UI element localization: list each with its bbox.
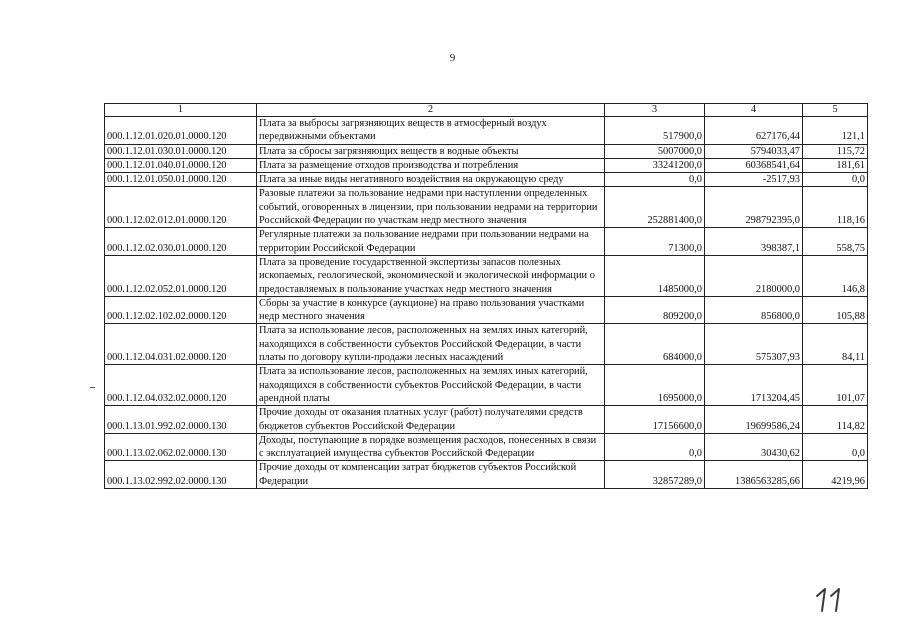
row-name: Доходы, поступающие в порядке возмещения расходов, понесенных в связи с эксплуатацией имущества субъектов Российской Федерации [257,433,605,461]
column-header: 2 [257,104,605,117]
row-percent: 0,0 [803,433,868,461]
row-plan: 5007000,0 [605,144,705,158]
table-row [105,296,868,324]
row-fact: 856800,0 [705,296,803,324]
row-percent: 0,0 [803,173,868,187]
row-code: 000.1.12.02.102.02.0000.120 [105,296,257,324]
row-fact: 298792395,0 [705,187,803,228]
row-fact: 19699586,24 [705,406,803,434]
row-plan: 32857289,0 [605,461,705,489]
row-fact: 1386563285,66 [705,461,803,489]
row-plan: 684000,0 [605,324,705,365]
row-percent: 101,07 [803,365,868,406]
row-percent: 181,61 [803,158,868,172]
row-percent: 121,1 [803,117,868,145]
column-header: 1 [105,104,257,117]
row-plan: 809200,0 [605,296,705,324]
table-row [105,158,868,172]
row-code: 000.1.13.02.062.02.0000.130 [105,433,257,461]
row-code: 000.1.12.01.040.01.0000.120 [105,158,257,172]
row-percent: 558,75 [803,228,868,256]
handwritten-page-number [814,586,850,614]
row-name: Прочие доходы от компенсации затрат бюджетов субъектов Российской Федерации [257,461,605,489]
row-plan: 71300,0 [605,228,705,256]
table-header-row [105,104,868,117]
row-name: Регулярные платежи за пользование недрами при пользовании недрами на территории Российской Федерации [257,228,605,256]
row-fact: 575307,93 [705,324,803,365]
page-number: 9 [449,52,456,64]
row-code: 000.1.13.01.992.02.0000.130 [105,406,257,434]
row-fact: 30430,62 [705,433,803,461]
row-fact: 1713204,45 [705,365,803,406]
table-row [105,144,868,158]
row-name: Плата за размещение отходов производства и потребления [257,158,605,172]
column-header: 3 [605,104,705,117]
row-code: 000.1.12.02.012.01.0000.120 [105,187,257,228]
row-code: 000.1.13.02.992.02.0000.130 [105,461,257,489]
row-fact: -2517,93 [705,173,803,187]
row-percent: 115,72 [803,144,868,158]
column-header: 4 [705,104,803,117]
margin-tick [90,387,95,388]
row-fact: 398387,1 [705,228,803,256]
row-code: 000.1.12.02.052.01.0000.120 [105,255,257,296]
row-percent: 114,82 [803,406,868,434]
row-name: Плата за использование лесов, расположенных на землях иных категорий, находящихся в собственности субъектов Российской Федерации, в части арендной платы [257,365,605,406]
table-row [105,365,868,406]
row-plan: 33241200,0 [605,158,705,172]
row-fact: 2180000,0 [705,255,803,296]
row-plan: 252881400,0 [605,187,705,228]
row-code: 000.1.12.04.031.02.0000.120 [105,324,257,365]
row-plan: 1485000,0 [605,255,705,296]
row-plan: 17156600,0 [605,406,705,434]
row-fact: 60368541,64 [705,158,803,172]
row-name: Разовые платежи за пользование недрами при наступлении определенных событий, оговоренных в лицензии, при пользовании недрами на территории Российской Федерации по участкам недр местного значения [257,187,605,228]
row-percent: 146,8 [803,255,868,296]
table-row [105,324,868,365]
table-row [105,255,868,296]
table-row [105,173,868,187]
column-header: 5 [803,104,868,117]
revenue-table [104,103,868,489]
row-percent: 118,16 [803,187,868,228]
row-percent: 4219,96 [803,461,868,489]
row-code: 000.1.12.01.050.01.0000.120 [105,173,257,187]
row-code: 000.1.12.01.030.01.0000.120 [105,144,257,158]
row-name: Плата за иные виды негативного воздействия на окружающую среду [257,173,605,187]
row-plan: 517900,0 [605,117,705,145]
row-plan: 1695000,0 [605,365,705,406]
row-percent: 105,88 [803,296,868,324]
row-code: 000.1.12.02.030.01.0000.120 [105,228,257,256]
table-row [105,228,868,256]
table-row [105,117,868,145]
row-name: Плата за выбросы загрязняющих веществ в атмосферный воздух передвижными объектами [257,117,605,145]
row-fact: 627176,44 [705,117,803,145]
table-row [105,433,868,461]
row-name: Плата за сбросы загрязняющих веществ в водные объекты [257,144,605,158]
row-name: Сборы за участие в конкурсе (аукционе) на право пользования участками недр местного значения [257,296,605,324]
row-name: Плата за проведение государственной экспертизы запасов полезных ископаемых, геологической, экономической и экологической информации о предоставляемых в пользование участках недр местного значения [257,255,605,296]
row-plan: 0,0 [605,433,705,461]
row-percent: 84,11 [803,324,868,365]
table-row [105,461,868,489]
row-code: 000.1.12.01.020.01.0000.120 [105,117,257,145]
table-row [105,406,868,434]
table-row [105,187,868,228]
row-name: Плата за использование лесов, расположенных на землях иных категорий, находящихся в собственности субъектов Российской Федерации, в части платы по договору купли-продажи лесных насаждений [257,324,605,365]
row-plan: 0,0 [605,173,705,187]
row-fact: 5794033,47 [705,144,803,158]
row-code: 000.1.12.04.032.02.0000.120 [105,365,257,406]
row-name: Прочие доходы от оказания платных услуг (работ) получателями средств бюджетов субъектов Российской Федерации [257,406,605,434]
